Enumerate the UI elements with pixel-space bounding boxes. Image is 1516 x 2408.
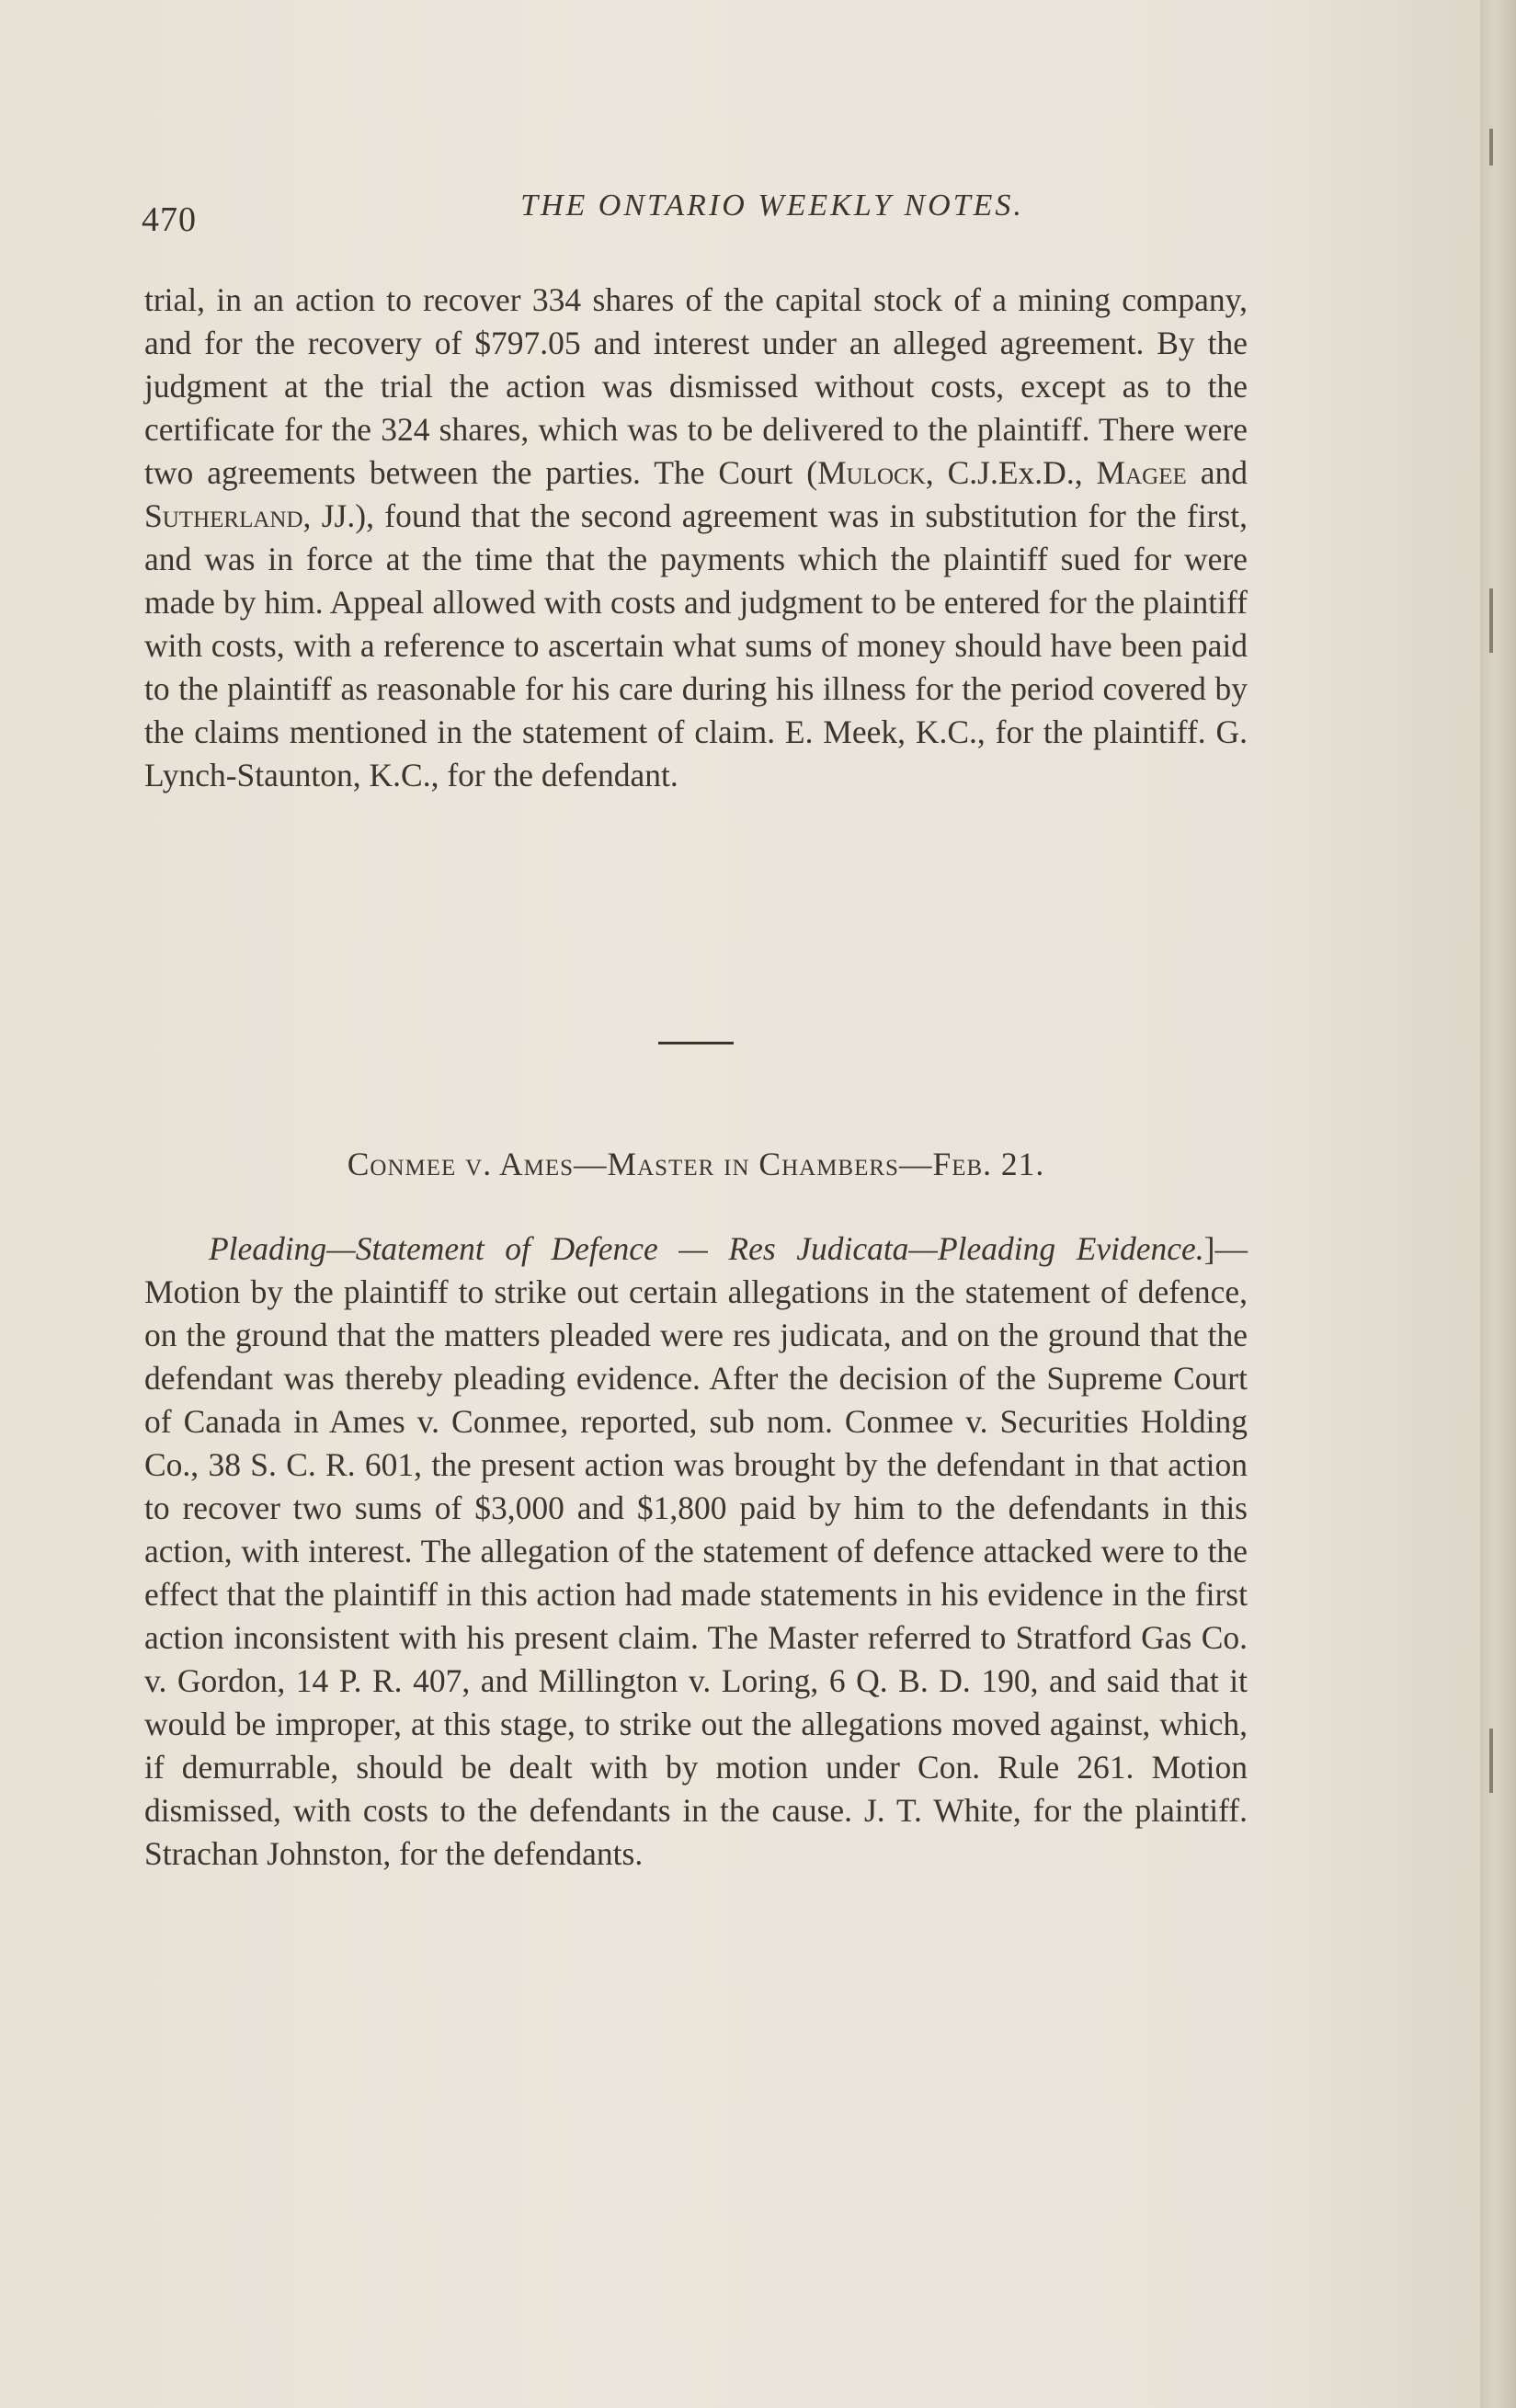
- section-divider: [658, 1042, 734, 1044]
- judge-name: Magee: [1096, 454, 1187, 491]
- case-report-paragraph: [144, 279, 1248, 797]
- page-edge: [1480, 0, 1516, 2408]
- report-text: ]—Motion by the plaintiff to strike out certain allegations in the statement of defence, on the ground that the matters pleaded were res judicata, and on the ground that the defendant was thereby pleading evidence. After the decision of the Supreme Court of Canada in Ames v. Conmee, reported, sub nom. Conmee v. Securities Holding Co., 38 S. C. R. 601, the present action was brought by the defendant in that action to recover two sums of $3,000 and $1,800 paid by him to the defendants in this action, with interest. The allegation of the statement of defence attacked were to the effect that the plaintiff in this action had made statements in his evidence in the first action inconsistent with his present claim. The Master referred to Stratford Gas Co. v. Gordon, 14 P. R. 407, and Millington v. Loring, 6 Q. B. D. 190, and said that it would be improper, at this stage, to strike out the allegations moved against, which, if demurrable, should be dealt with by motion under Con. Rule 261. Motion dismissed, with costs to the defendants in the cause. J. T. White, for the plaintiff. Strachan Johnston, for the defendants.: [144, 1230, 1248, 1872]
- report-text: trial, in an action to recover 334 shares of the capital stock of a mining company, and for the recovery of $797.05 and interest under an alleged agreement. By the judgment at the trial the action was dismissed without costs, except as to the certificate for the 324 shares, which was to be delivered to the plaintiff. There were two agreements between the parties. The Court (: [144, 281, 1248, 491]
- judge-name: Sutherland: [144, 497, 303, 534]
- case-report-paragraph: [144, 1227, 1248, 1876]
- page-number: 470: [142, 200, 197, 239]
- edge-mark: [1489, 588, 1493, 653]
- case-heading: Conmee v. Ames—Master in Chambers—Feb. 21.: [347, 1146, 1045, 1182]
- report-text: , JJ.), found that the second agreement was in substitution for the first, and was in force at the time that the payments which the plaintiff sued for were made by him. Appeal allowed with costs and judgment to be entered for the plaintiff with costs, with a reference to ascertain what sums of money should have been paid to the plaintiff as reasonable for his care during his illness for the period covered by the claims mentioned in the statement of claim. E. Meek, K.C., for the plaintiff. G. Lynch-Staunton, K.C., for the defendant.: [144, 497, 1248, 793]
- report-text: , C.J.Ex.D.,: [925, 454, 1097, 491]
- edge-mark: [1489, 129, 1493, 165]
- edge-mark: [1489, 1729, 1493, 1793]
- judge-name: Mulock: [817, 454, 926, 491]
- journal-title: THE ONTARIO WEEKLY NOTES.: [520, 188, 1024, 223]
- running-head: [138, 187, 1250, 242]
- report-text: and: [1186, 454, 1248, 491]
- headnote: Pleading—Statement of Defence — Res Judicata—Pleading Evidence.: [209, 1230, 1204, 1267]
